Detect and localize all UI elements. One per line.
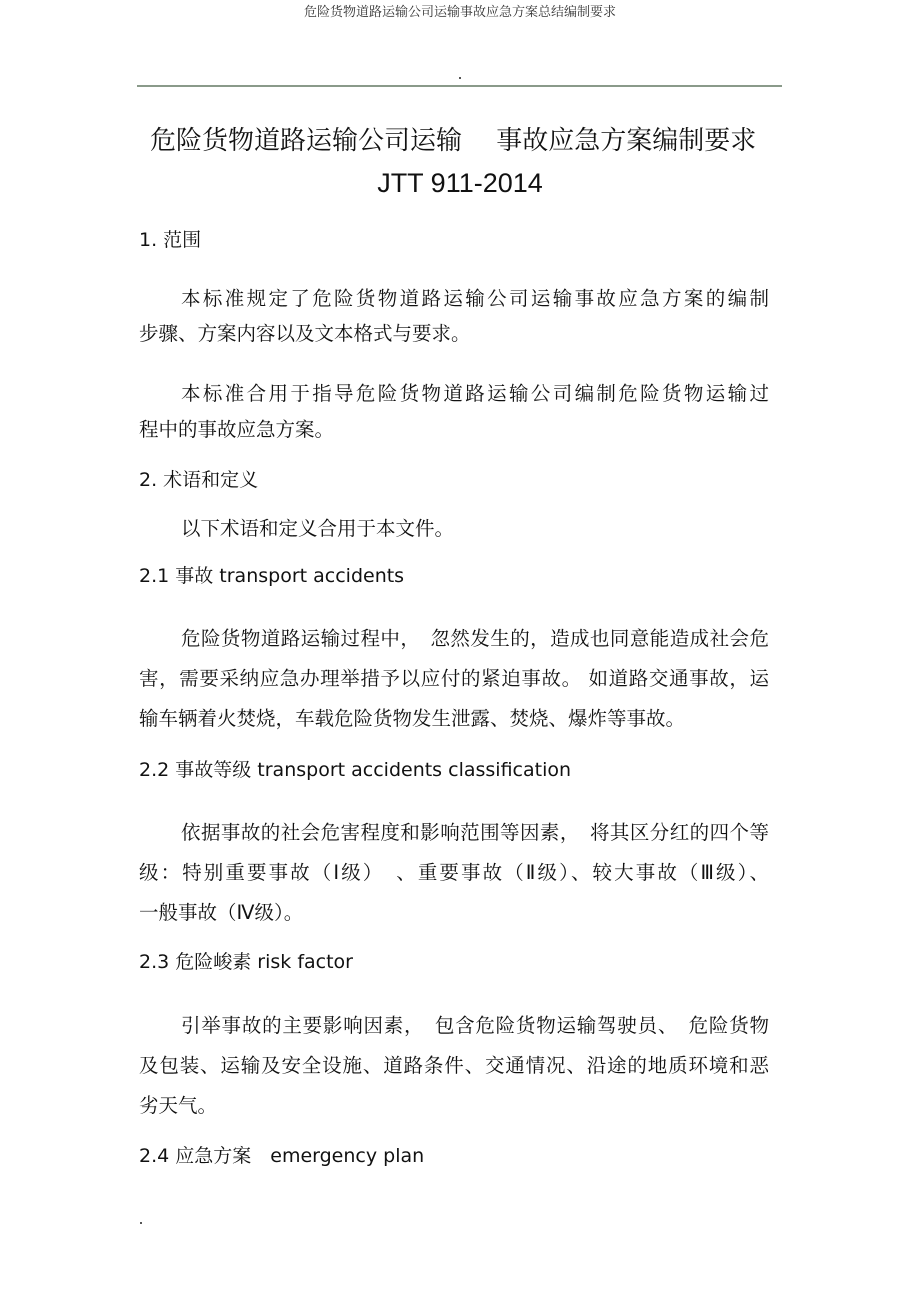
section-1-heading: 1. 范围 — [139, 229, 202, 251]
document-title: 危险货物道路运输公司运输 事故应急方案编制要求 — [150, 126, 757, 156]
paragraph-line: 危险货物道路运输过程中， 忽然发生的，造成也同意能造成社会危 — [181, 627, 769, 650]
paragraph-line: 以下术语和定义合用于本文件。 — [181, 517, 455, 540]
section-2-2-heading: 2.2 事故等级 transport accidents classification — [139, 759, 572, 781]
paragraph-line: 引举事故的主要影响因素， 包含危险货物运输驾驶员、 危险货物 — [181, 1014, 769, 1037]
section-2-heading: 2. 术语和定义 — [139, 469, 259, 491]
paragraph-line: 一般事故（Ⅳ级）。 — [139, 901, 304, 924]
paragraph-line: 级：特别重要事故（Ⅰ级） 、重要事故（Ⅱ级）、较大事故（Ⅲ级）、 — [139, 861, 769, 884]
section-2-3-heading: 2.3 危险峻素 risk factor — [139, 951, 353, 973]
footer-dot — [140, 1222, 142, 1224]
paragraph-line: 程中的事故应急方案。 — [139, 418, 335, 441]
paragraph-line: 害，需要采纳应急办理举措予以应付的紧迫事故。 如道路交通事故，运 — [139, 667, 769, 690]
section-2-4-heading: 2.4 应急方案 emergency plan — [139, 1145, 425, 1167]
paragraph-line: 本标准规定了危险货物道路运输公司运输事故应急方案的编制 — [181, 287, 769, 310]
paragraph-line: 输车辆着火焚烧，车载危险货物发生泄露、焚烧、爆炸等事故。 — [139, 707, 686, 730]
paragraph-line: 步骤、方案内容以及文本格式与要求。 — [139, 322, 471, 345]
standard-code: JTT 911-2014 — [377, 168, 543, 198]
paragraph-line: 依据事故的社会危害程度和影响范围等因素， 将其区分红的四个等 — [181, 821, 769, 844]
section-2-1-heading: 2.1 事故 transport accidents — [139, 565, 405, 587]
paragraph-line: 劣天气。 — [139, 1094, 218, 1117]
running-header: 危险货物道路运输公司运输事故应急方案总结编制要求 — [303, 5, 616, 20]
header-rule — [137, 85, 782, 87]
paragraph-line: 及包装、运输及安全设施、道路条件、交通情况、沿途的地质环境和恶 — [139, 1054, 769, 1077]
header-dot — [459, 77, 461, 79]
paragraph-line: 本标准合用于指导危险货物道路运输公司编制危险货物运输过 — [181, 382, 769, 405]
